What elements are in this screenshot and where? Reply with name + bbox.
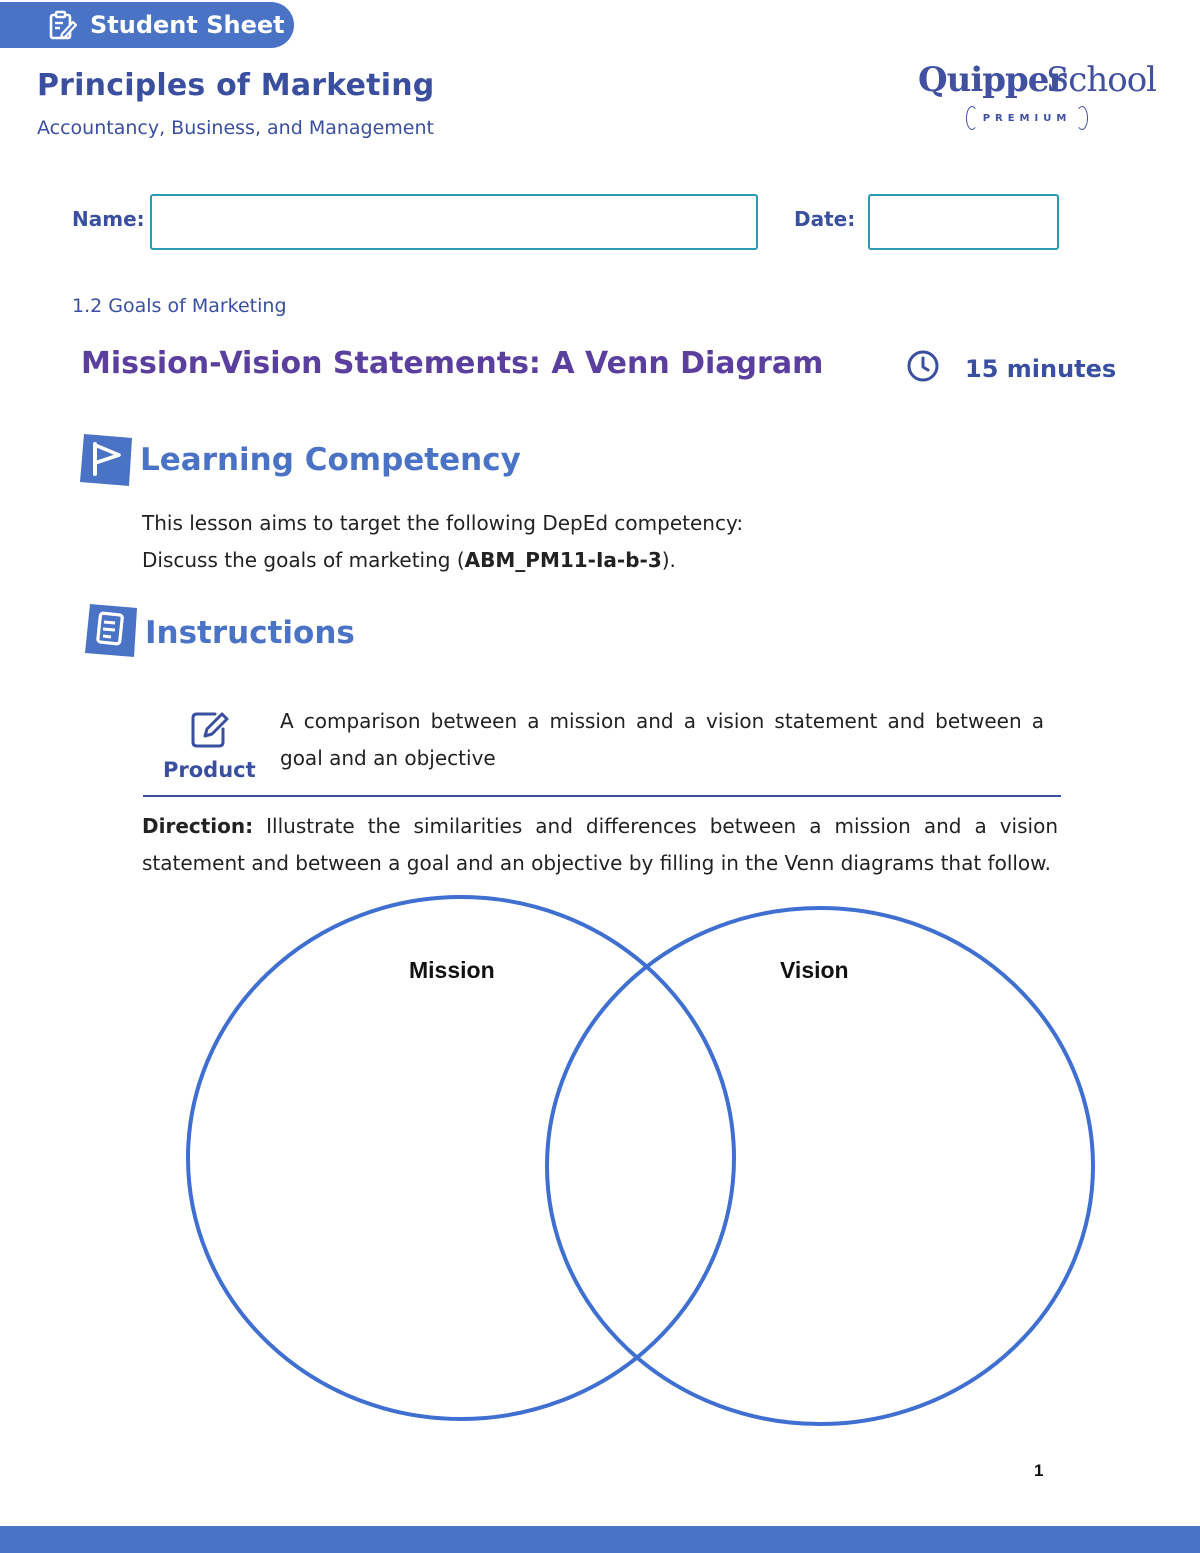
venn-diagram — [150, 880, 1130, 1440]
learning-competency-text — [142, 505, 1102, 579]
course-title: Principles of Marketing — [37, 68, 435, 103]
date-label: Date: — [794, 207, 856, 231]
flag-icon — [78, 430, 136, 488]
activity-title: Mission-Vision Statements: A Venn Diagram — [81, 346, 824, 381]
logo-premium-badge: PREMIUM — [966, 106, 1088, 130]
name-field[interactable] — [150, 194, 758, 250]
competency-line-1: This lesson aims to target the following DepEd competency: — [142, 511, 744, 535]
venn-right-label: Vision — [780, 957, 849, 983]
venn-left-label: Mission — [409, 957, 495, 983]
date-field[interactable] — [868, 194, 1059, 250]
notepad-edit-icon — [46, 9, 78, 41]
clock-icon — [906, 349, 940, 383]
venn-right-circle — [547, 908, 1093, 1424]
quipper-school-logo — [918, 60, 1157, 134]
duration: 15 minutes — [965, 355, 1117, 383]
page-number: 1 — [1034, 1461, 1044, 1480]
edit-document-icon — [189, 709, 229, 749]
lesson-topic: 1.2 Goals of Marketing — [72, 295, 287, 317]
competency-prefix: Discuss the goals of marketing ( — [142, 548, 465, 572]
learning-competency-heading: Learning Competency — [140, 442, 521, 478]
instructions-heading: Instructions — [145, 615, 355, 651]
student-sheet-tag — [0, 2, 294, 48]
course-subtitle: Accountancy, Business, and Management — [37, 117, 434, 139]
direction-text — [142, 808, 1058, 882]
logo-school: School — [1046, 60, 1157, 100]
notes-icon — [82, 601, 140, 659]
divider — [143, 795, 1061, 797]
tag-label: Student Sheet — [90, 11, 285, 39]
product-text: A comparison between a mission and a vision statement and between a goal and an objective — [280, 709, 1044, 770]
direction-body: Illustrate the similarities and differences between a mission and a vision statement and between a goal and an objective by filling in the Venn diagrams that follow. — [142, 814, 1058, 875]
competency-code: ABM_PM11-Ia-b-3 — [464, 548, 662, 572]
direction-label: Direction: — [142, 814, 254, 838]
logo-brand: Quipper — [918, 60, 1066, 100]
competency-suffix: ). — [661, 548, 676, 572]
product-label: Product — [163, 758, 256, 782]
footer-bar — [0, 1526, 1200, 1553]
name-label: Name: — [72, 207, 145, 231]
competency-line-2 — [142, 542, 1102, 579]
